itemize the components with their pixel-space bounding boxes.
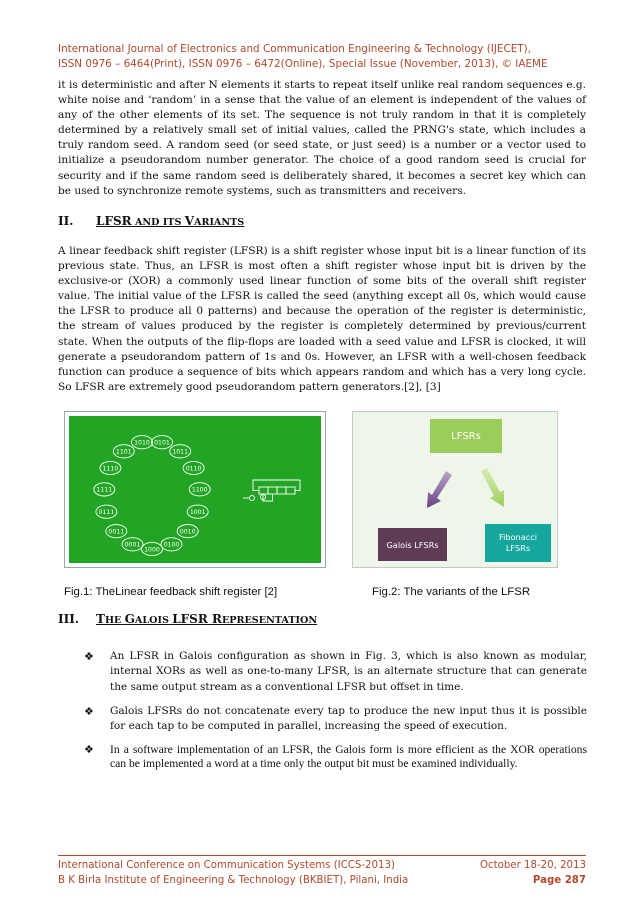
state-node	[142, 542, 163, 555]
state-label: 1111	[96, 486, 113, 494]
section-heading-lfsr-variants	[58, 214, 244, 228]
state-label: 1100	[191, 486, 208, 494]
state-label: 1011	[172, 448, 189, 456]
arrow-to-fibonacci-icon	[481, 468, 504, 507]
footer-dates: October 18-20, 2013	[479, 860, 586, 871]
state-label: 0111	[98, 509, 115, 516]
header-line-2: ISSN 0976 – 6464(Print), ISSN 0976 – 6472(Online), Special Issue (November, 2013), © IAEME	[58, 58, 548, 70]
page-footer	[58, 858, 586, 888]
diamond-bullet-icon: ❖	[84, 704, 94, 718]
section-number: II.	[58, 214, 74, 228]
state-node	[113, 445, 134, 458]
section-number: III.	[58, 612, 80, 626]
node-fibonacci-lfsrs: Fibonacci LFSRs	[485, 524, 551, 562]
diamond-bullet-icon: ❖	[84, 743, 94, 757]
node-lfsrs: LFSRs	[430, 419, 502, 453]
paragraph-lfsr: A linear feedback shift register (LFSR) is a shift register whose input bit is a linear function of its previous state. Thus, an LFSR is most often a shift register whose input bit is driven by the exclusive-or (XOR) a commonly used linear function of some bits of the overall shift register value. The initial value of the LFSR is called the seed (anything except all 0s, which would cause the LFSR to produce all 0 patterns) and because the operation of the register is deterministic, the stream of values produced by the register is completely determined by previous/current state. When the outputs of the flip-flops are loaded with a seed value and LFSR is clocked, it will generate a pseudorandom pattern of 1s and 0s. However, an LFSR with a well-chosen feedback function can produce a sequence of bits which appears random and which has a very long cycle. So LFSR are extremely good pseudorandom pattern generators.[2], [3]	[58, 245, 586, 393]
figure-2-caption: Fig.2: The variants of the LFSR	[372, 586, 531, 598]
state-label: 0110	[185, 465, 202, 473]
state-label: 1000	[144, 546, 160, 554]
state-label: 0011	[108, 528, 125, 536]
galois-bullet-list	[84, 649, 587, 780]
section-title: THE GALOIS LFSR REPRESENTATION	[96, 612, 318, 626]
state-node	[187, 505, 208, 518]
state-node	[106, 525, 127, 538]
diamond-bullet-icon: ❖	[84, 650, 94, 663]
state-node	[183, 461, 204, 474]
figure-green-background	[69, 416, 321, 563]
state-label: 1010	[134, 439, 150, 447]
state-label: 1001	[189, 509, 206, 516]
state-node	[100, 461, 121, 474]
state-node	[152, 436, 173, 449]
state-ring-diagram	[69, 416, 321, 563]
figure-lfsr-variants	[352, 411, 558, 568]
state-label: 0010	[179, 528, 196, 536]
node-galois-lfsrs: Galois LFSRs	[378, 528, 447, 561]
state-label: 0101	[154, 439, 170, 447]
header-line-1: International Journal of Electronics and Communication Engineering & Technology (IJECET),	[58, 43, 531, 55]
state-node	[177, 525, 198, 538]
state-node	[122, 538, 143, 551]
figure-1-caption: Fig.1: TheLinear feedback shift register [2]	[64, 586, 278, 598]
list-item: ❖ An LFSR in Galois configuration as shown in Fig. 3, which is also known as modular, internal XORs as well as one-to-many LFSR, is an alternate structure that can generate the same output stream as a conventional LFSR but offset in time.	[84, 650, 587, 693]
state-node	[132, 436, 153, 449]
list-item: ❖ Galois LFSRs do not concatenate every tap to produce the new input thus it is possible for each tap to be computed in parallel, increasing the speed of execution.	[84, 704, 587, 733]
shift-register-icon	[243, 480, 300, 501]
page-number: Page 287	[532, 875, 586, 886]
footer-institute: B K Birla Institute of Engineering & Technology (BKBIET), Pilani, India	[58, 875, 409, 886]
arrow-to-galois-icon	[427, 471, 452, 508]
section-heading-galois	[58, 612, 317, 626]
section-title: LFSR AND ITS VARIANTS	[96, 214, 245, 228]
state-node	[161, 538, 182, 551]
state-node	[96, 505, 117, 518]
state-label: 1110	[102, 465, 119, 473]
paragraph-prng: it is deterministic and after N elements it starts to repeat itself unlike real random sequences e.g. white noise and ‘random’ in a sense that the value of an element is independent of the values of any of the other elements of its set. The sequence is not truly random in that it is completely determined by a relatively small set of initial values, called the PRNG's state, which includes a truly random seed. A random seed (or seed state, or just seed) is a number or a vector used to initialize a pseudorandom number generator. The choice of a good random seed is crucial for security and if the same random seed is deliberately shared, it becomes a secret key which can be used to synchronize remote systems, such as transmitters and receivers.	[58, 79, 586, 197]
figure-lfsr-state-diagram	[64, 411, 326, 568]
state-label: 0100	[163, 541, 180, 549]
state-node	[94, 483, 115, 496]
list-item: ❖ In a software implementation of an LFSR, the Galois form is more efficient as the XOR operations can be implemented a word at a time only the output bit must be examined individually.	[84, 743, 587, 771]
state-label: 0001	[124, 541, 141, 549]
state-node	[170, 445, 191, 458]
state-node	[189, 483, 210, 496]
footer-conference: International Conference on Communication Systems (ICCS-2013)	[58, 860, 395, 871]
state-label: 1101	[115, 448, 132, 456]
journal-header	[58, 42, 588, 72]
footer-divider	[58, 855, 586, 856]
